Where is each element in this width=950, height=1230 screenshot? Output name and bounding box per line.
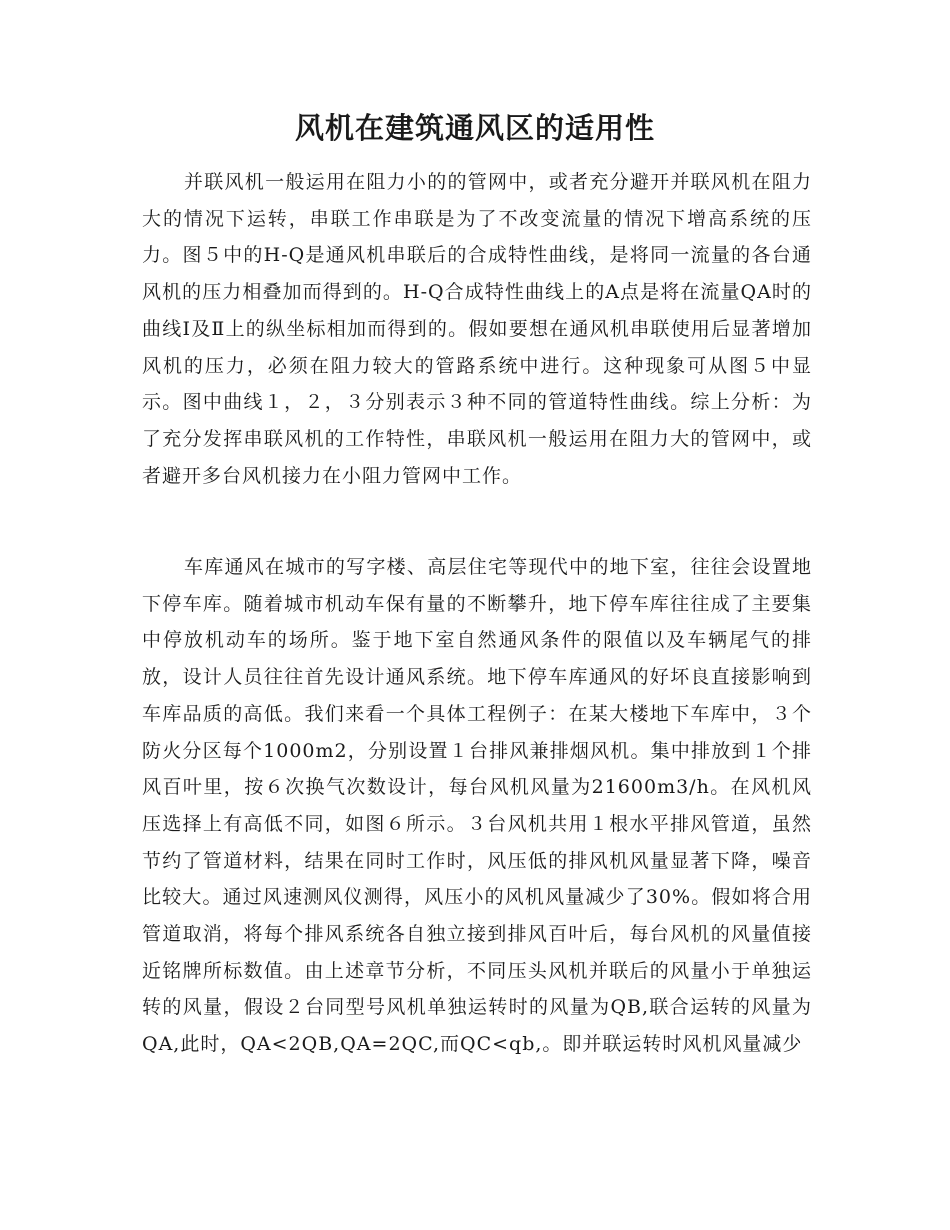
paragraph-garage-ventilation: 车库通风在城市的写字楼、高层住宅等现代中的地下室，往往会设置地下停车库。随着城市机动车保有量的不断攀升，地下停车库往往成了主要集中停放机动车的场所。鉴于地下室自然通风条件的限值以及车辆尾气的排放，设计人员往往首先设计通风系统。地下停车库通风的好坏良直接影响到车库品质的高低。我们来看一个具体工程例子：在某大楼地下车库中，３个防火分区每个1000m2，分别设置１台排风兼排烟风机。集中排放到１个排风百叶里，按６次换气次数设计，每台风机风量为21600m3/h。在风机风压选择上有高低不同，如图６所示。３台风机共用１根水平排风管道，虽然节约了管道材料，结果在同时工作时，风压低的排风机风量显著下降，噪音比较大。通过风速测风仪测得，风压小的风机风量减少了30%。假如将合用管道取消，将每个排风系统各自独立接到排风百叶后，每台风机的风量值接近铭牌所标数值。由上述章节分析，不同压头风机并联后的风量小于单独运转的风量，假设２台同型号风机单独运转时的风量为QB,联合运转的风量为QA,此时，QA<2QB,QA=2QC,而QC<qb,。即并联运转时风机风量减少 [142,556,812,1056]
document-title: 风机在建筑通风区的适用性 [294,111,655,145]
paragraph-series-fan: 并联风机一般运用在阻力小的的管网中，或者充分避开并联风机在阻力大的情况下运转，串联工作串联是为了不改变流量的情况下增高系统的压力。图５中的H-Q是通风机串联后的合成特性曲线，是将同一流量的各台通风机的压力相叠加而得到的。H-Q合成特性曲线上的A点是将在流量QA时的曲线Ⅰ及Ⅱ上的纵坐标相加而得到的。假如要想在通风机串联使用后显著增加风机的压力，必须在阻力较大的管路系统中进行。这种现象可从图５中显示。图中曲线１，２，３分别表示３种不同的管道特性曲线。综上分析：为了充分发挥串联风机的工作特性，串联风机一般运用在阻力大的管网中，或者避开多台风机接力在小阻力管网中工作。 [142,171,812,487]
